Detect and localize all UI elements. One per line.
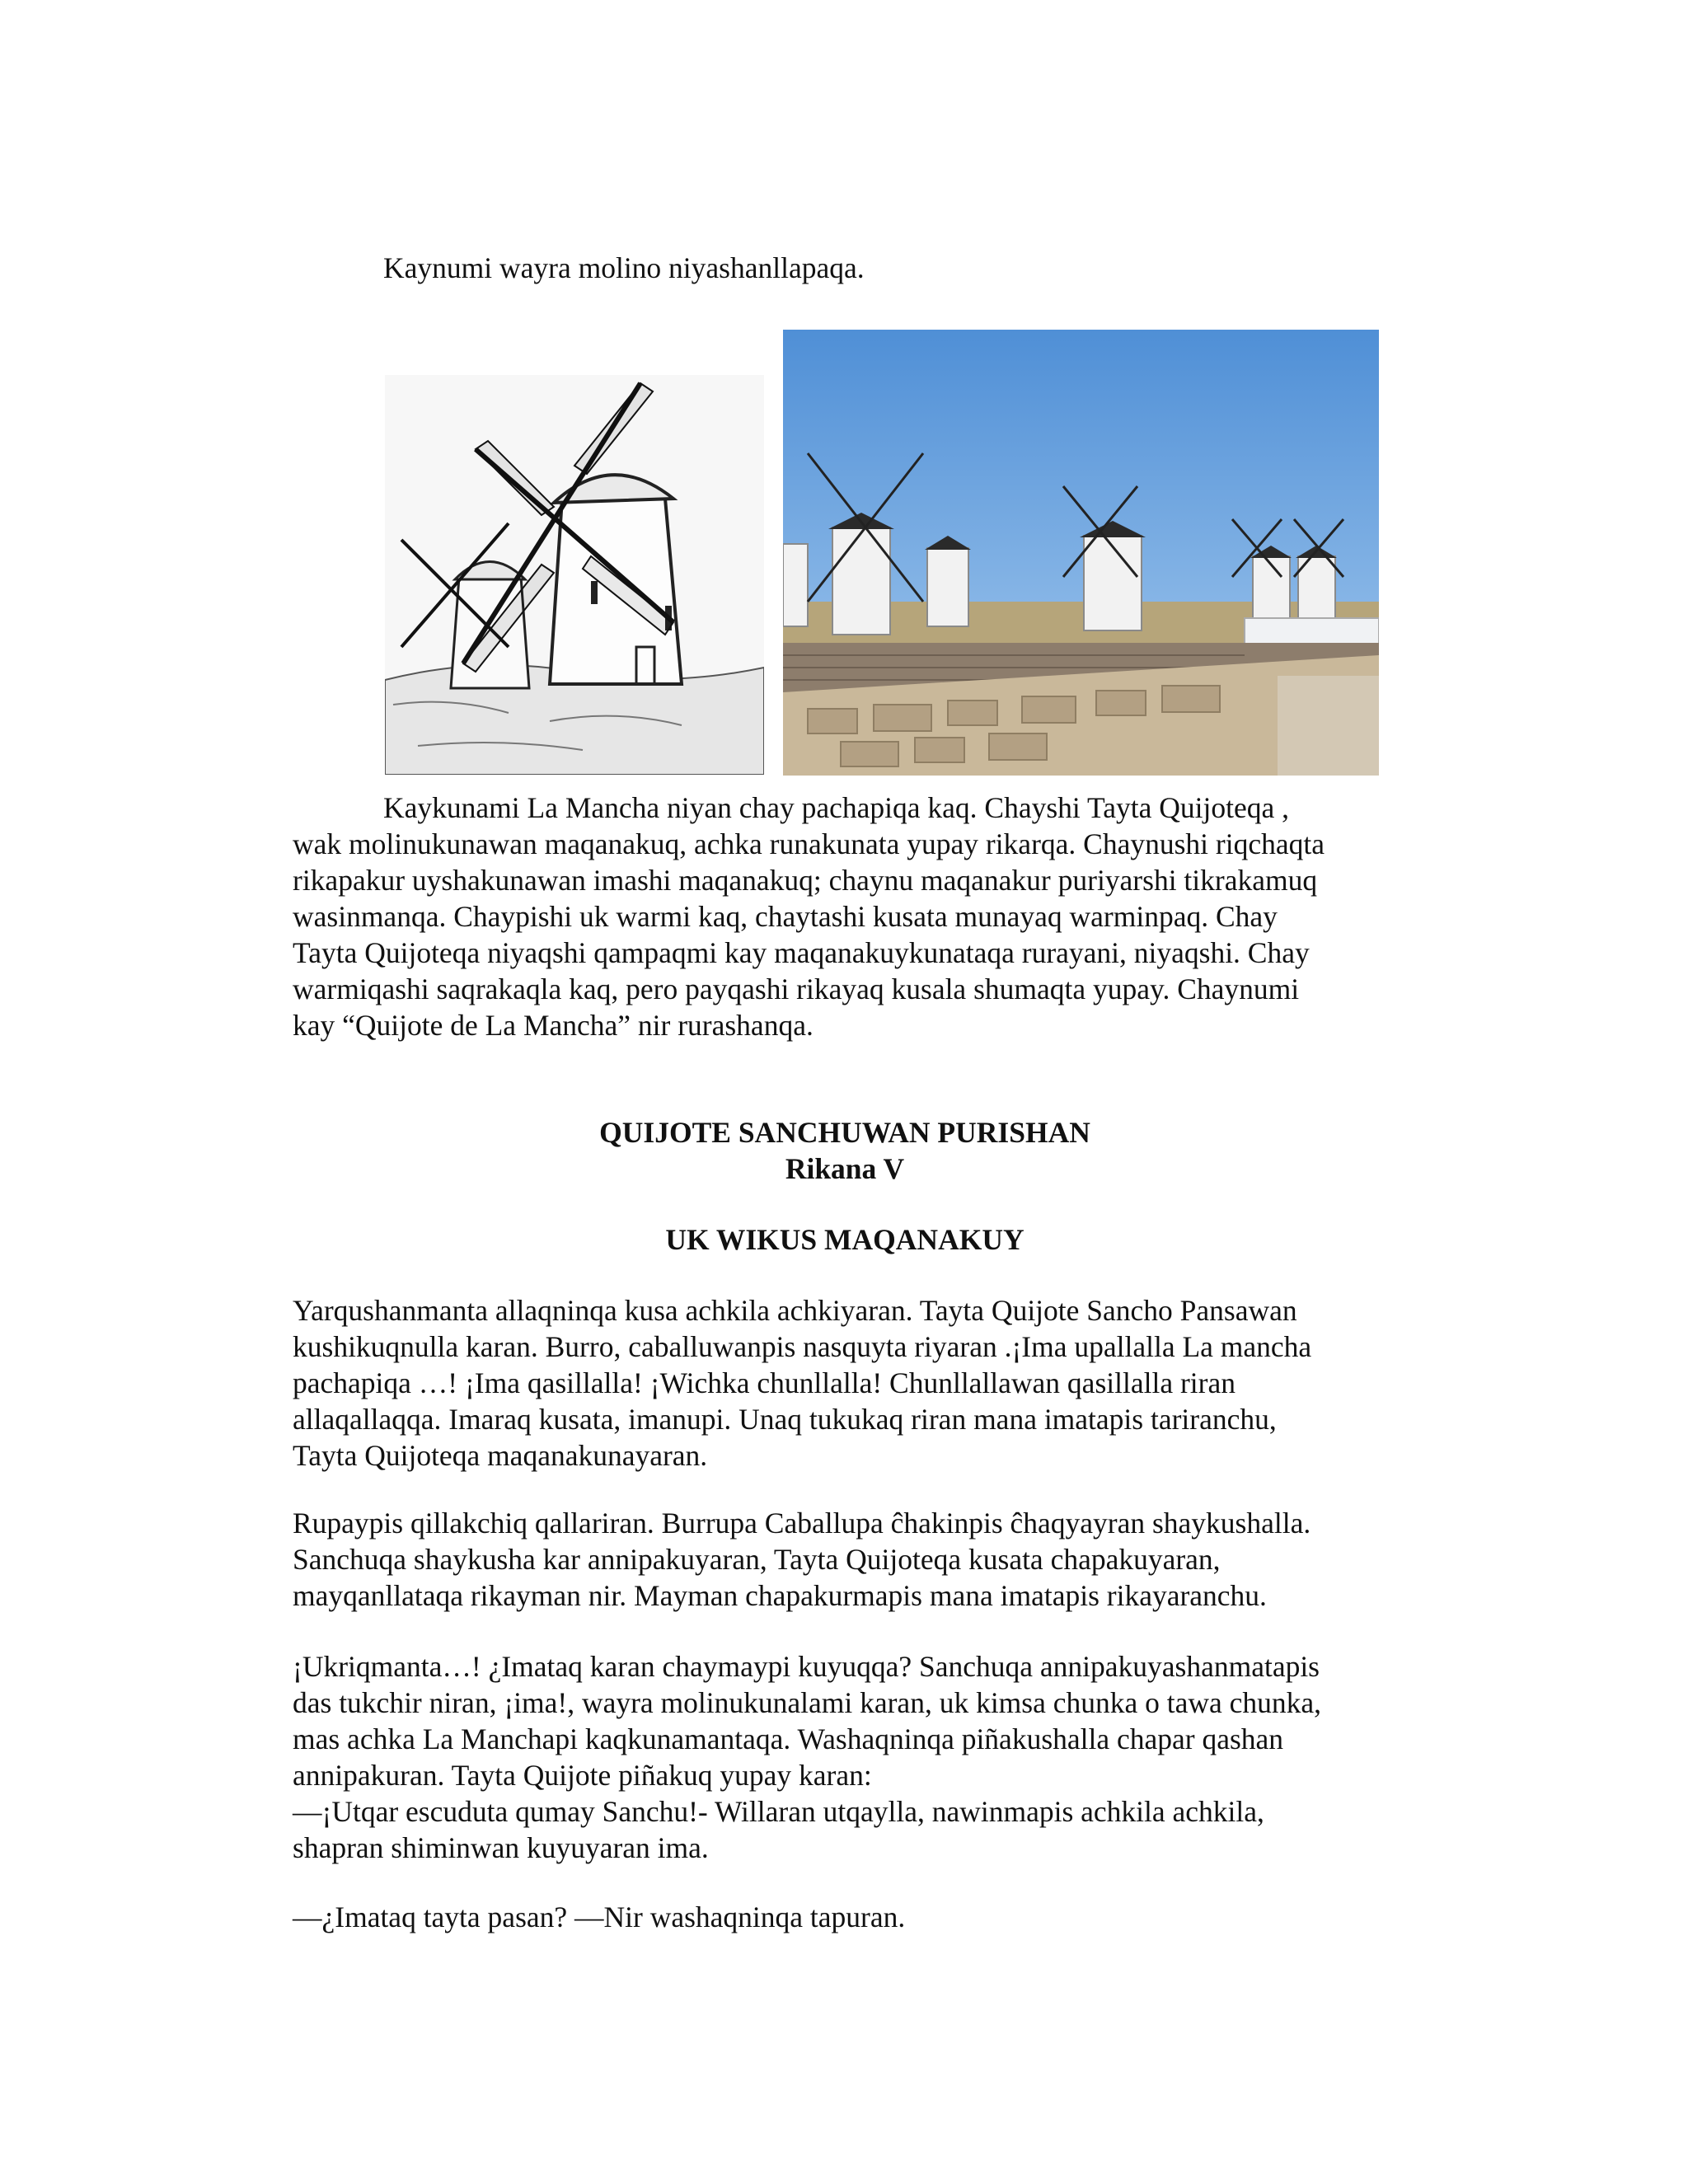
intro-paragraph: Kaykunami La Mancha niyan chay pachapiqa kaq. Chayshi Tayta Quijoteqa , wak molinukunawan maqanakuq, achka runakunata yupay rikarqa. Chaynushi riqchaqta rikapakur uyshakunawan imashi maqanakuq; chaynu maqanakur puriyarshi tikrakamuq wasinmanqa. Chaypishi uk warmi kaq, chaytashi kusata munayaq warminpaq. Chay Tayta Quijoteqa niyaqshi qampaqmi kay maqanakuykunataqa rurayani, niyaqshi. Chay warmiqashi saqrakaqla kaq, pero payqashi rikayaq kusala shumaqta yupay. Chaynumi kay “Quijote de La Mancha” nir rurashanqa. [293, 791, 1325, 1042]
body-paragraph-2: Rupaypis qillakchiq qallariran. Burrupa Caballupa ĉhakinpis ĉhaqyayran shaykushalla. Sanchuqa shaykusha kar annipakuyaran, Tayta Quijoteqa kusata chapakuyaran, mayqanllataqa rikayman nir. Mayman chapakurmapis mana imatapis rikayaranchu. [293, 1507, 1311, 1612]
section-title: UK WIKUS MAQANAKUY [665, 1223, 1025, 1256]
body-paragraph-1: Yarqushanmanta allaqninqa kusa achkila achkiyaran. Tayta Quijote Sancho Pansawan kushikuqnulla karan. Burro, caballuwanpis nasquyta riyaran .¡Ima upallalla La mancha pachapiqa …! ¡Ima qasillalla! ¡Wichka chunllalla! Chunllallawan qasillalla riran allaqallaqqa. Imaraq kusata, imanupi. Unaq tukukaq riran mana imatapis tariranchu, Tayta Quijoteqa maqanakunayaran. [293, 1294, 1312, 1472]
body-paragraph-4: —¿Imataq tayta pasan? —Nir washaqninqa tapuran. [293, 1900, 906, 1933]
windmills-photo-image [783, 330, 1379, 776]
windmill-sketch-image [385, 375, 764, 775]
body-paragraph-3: ¡Ukriqmanta…! ¿Imataq karan chaymaypi kuyuqqa? Sanchuqa annipakuyashanmatapis das tukchir niran, ¡ima!, wayra molinukunalami karan, uk kimsa chunka o tawa chunka, mas achka La Manchapi kaqkunamantaqa. Washaqninqa piñakushalla chapar qashan annipakuran. Tayta Quijote piñakuq yupay karan: —¡Utqar escuduta qumay Sanchu!- Willaran utqaylla, nawinmapis achkila achkila, shapran shiminwan kuyuyaran ima. [293, 1650, 1322, 1864]
chapter-title: QUIJOTE SANCHUWAN PURISHAN [599, 1116, 1090, 1149]
chapter-number: Rikana V [785, 1152, 905, 1185]
image-caption: Kaynumi wayra molino niyashanllapaqa. [383, 251, 865, 284]
